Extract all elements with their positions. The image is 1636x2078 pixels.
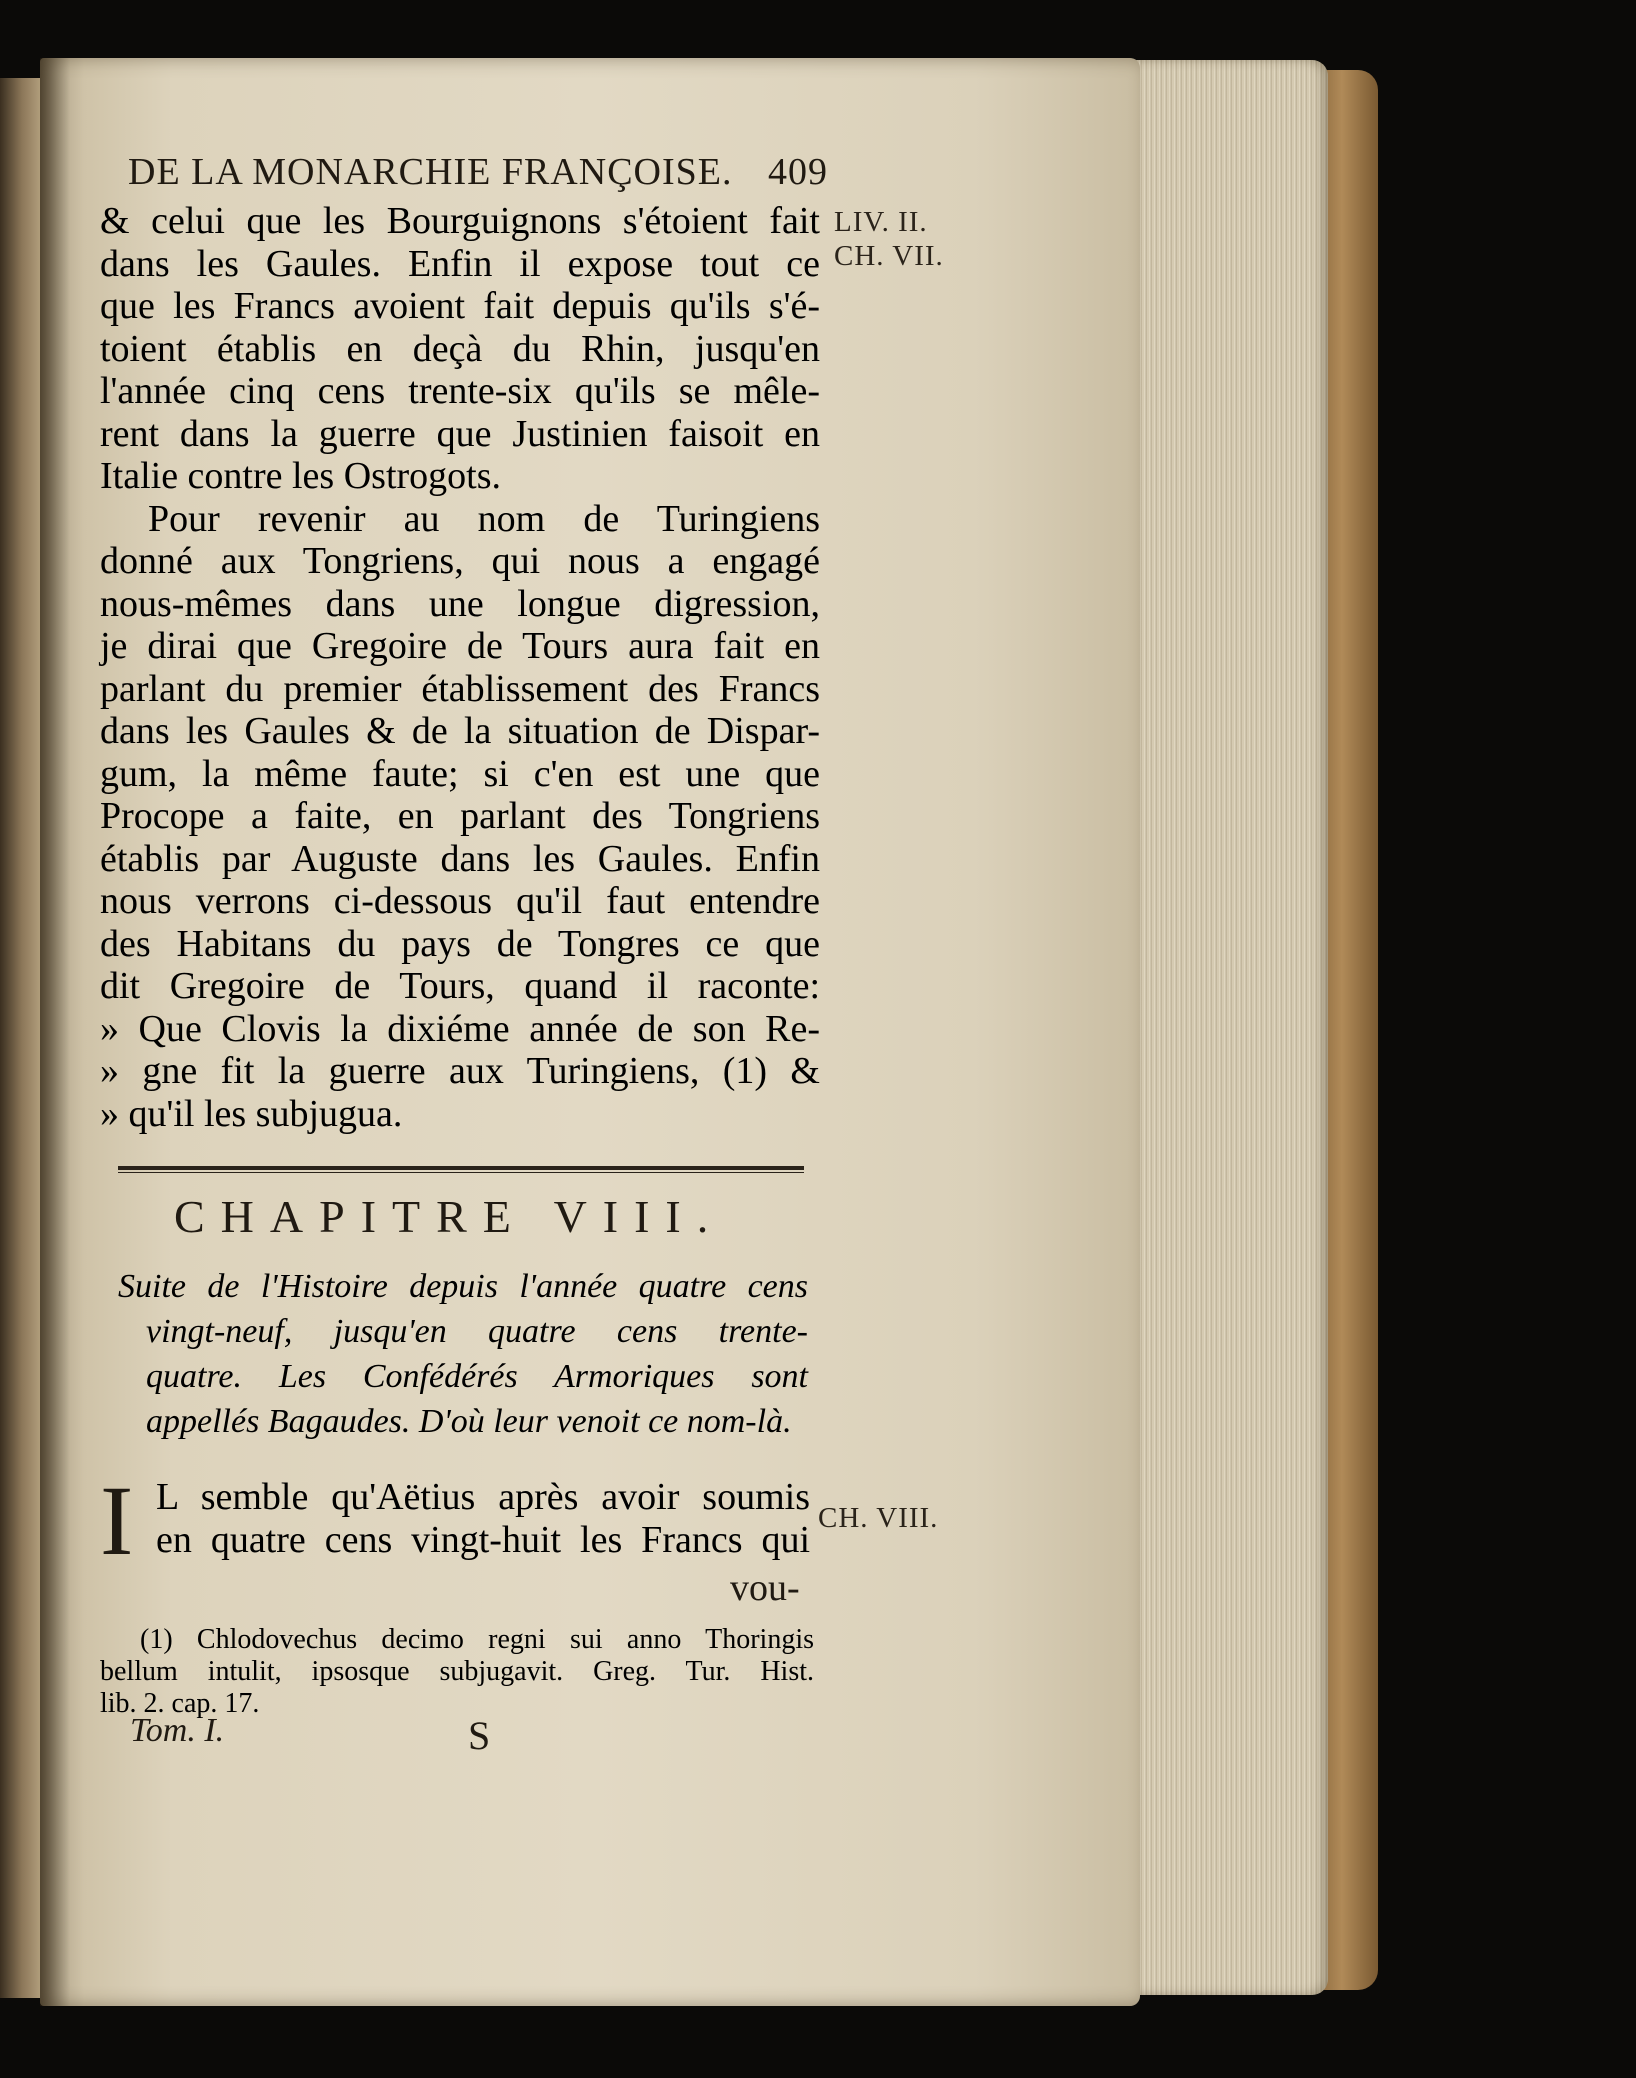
gathering-signature: S: [468, 1713, 491, 1758]
catchword: vou-: [730, 1567, 800, 1609]
text-line: en quatre cens vingt-huit les Francs qui: [156, 1519, 810, 1561]
text-line: nous verrons ci-dessous qu'il faut entendre: [100, 880, 820, 922]
text-line: & celui que les Bourguignons s'étoient fait: [100, 200, 820, 242]
section-rule: [118, 1166, 804, 1170]
text-line: je dirai que Gregoire de Tours aura fait en: [100, 625, 820, 667]
text-line: toient établis en deçà du Rhin, jusqu'en: [100, 327, 820, 370]
summary-line: quatre. Les Confédérés Armoriques sont: [146, 1358, 808, 1395]
footnote-line: lib. 2. cap. 17.: [100, 1688, 260, 1719]
text-line: établis par Auguste dans les Gaules. Enfin: [100, 837, 820, 880]
footnote: [100, 1624, 814, 1720]
quote-line: » Que Clovis la dixiéme année de son Re-: [100, 1007, 820, 1050]
footnote-line: bellum intulit, ipsosque subjugavit. Greg. Tur. Hist.: [100, 1656, 814, 1687]
text-line: Pour revenir au nom de Turingiens: [148, 497, 820, 540]
running-head-title: DE LA MONARCHIE FRANÇOISE.: [128, 151, 733, 193]
drop-cap: I: [100, 1465, 134, 1576]
chapter-opening-text: [156, 1476, 810, 1562]
volume-signature: Tom. I.: [130, 1712, 225, 1749]
summary-line: appellés Bagaudes. D'où leur venoit ce nom-là.: [146, 1403, 792, 1440]
margin-note-chapter-next: CH. VIII.: [818, 1502, 939, 1534]
page-number: 409: [768, 151, 828, 193]
text-line: l'année cinq cens trente-six qu'ils se mêle-: [100, 370, 820, 412]
summary-line: vingt-neuf, jusqu'en quatre cens trente-: [146, 1313, 808, 1350]
running-head: [128, 150, 828, 194]
gutter-shadow: [40, 58, 70, 2006]
chapter-summary: [118, 1264, 808, 1444]
text-line: Italie contre les Ostrogots.: [100, 455, 502, 497]
text-line: dans les Gaules & de la situation de Dispar-: [100, 710, 820, 752]
text-line: dans les Gaules. Enfin il expose tout ce: [100, 242, 820, 285]
quote-line: » gne fit la guerre aux Turingiens, (1) &: [100, 1050, 820, 1092]
quote-line: » qu'il les subjugua.: [100, 1092, 403, 1135]
summary-line: Suite de l'Histoire depuis l'année quatre cens: [118, 1268, 808, 1305]
margin-note-chapter: CH. VII.: [834, 240, 944, 272]
body-text: [100, 200, 820, 1135]
text-line: parlant du premier établissement des Francs: [100, 667, 820, 710]
margin-note-book: LIV. II.: [834, 206, 928, 238]
text-line: gum, la même faute; si c'en est une que: [100, 752, 820, 795]
chapter-title: CHAPITRE VIII.: [174, 1191, 725, 1242]
text-line: des Habitans du pays de Tongres ce que: [100, 922, 820, 965]
text-line: L semble qu'Aëtius après avoir soumis: [156, 1476, 810, 1518]
footnote-line: (1) Chlodovechus decimo regni sui anno Thoringis: [140, 1624, 814, 1655]
text-line: nous-mêmes dans une longue digression,: [100, 582, 820, 625]
section-rule-thin: [118, 1172, 804, 1173]
text-line: dit Gregoire de Tours, quand il raconte:: [100, 965, 820, 1007]
page-block-fore-edge: [1118, 60, 1328, 1995]
text-line: que les Francs avoient fait depuis qu'ils s'é-: [100, 285, 820, 327]
text-line: Procope a faite, en parlant des Tongriens: [100, 795, 820, 837]
text-line: rent dans la guerre que Justinien faisoit en: [100, 412, 820, 455]
text-line: donné aux Tongriens, qui nous a engagé: [100, 540, 820, 582]
